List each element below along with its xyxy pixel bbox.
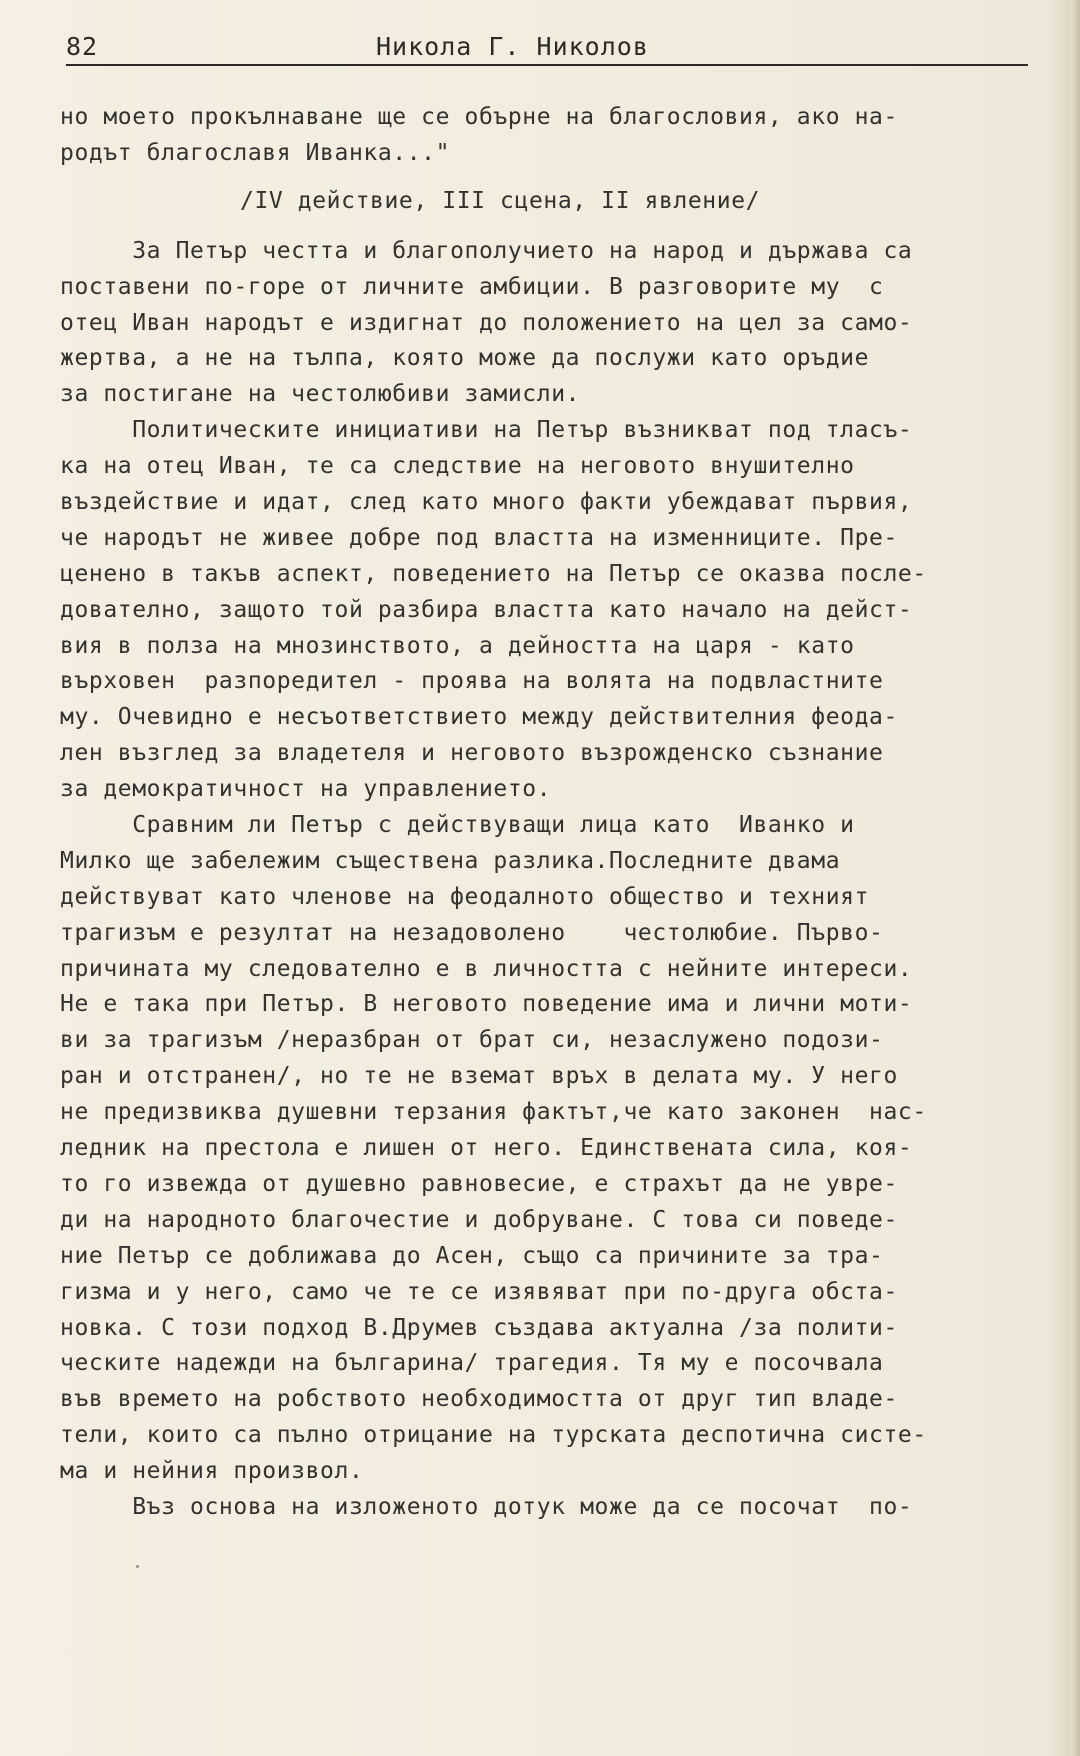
text-line: за демократичност на управлението. <box>60 776 552 803</box>
text-line: Политическите инициативи на Петър възникват под тласъ- <box>60 417 913 444</box>
text-line: дователно, защото той разбира властта като начало на дейст- <box>60 596 913 623</box>
text-line: ран и отстранен/, но те не вземат връх в делата му. У него <box>60 1063 898 1090</box>
page-number: 82 <box>66 32 99 61</box>
text-line: ческите надежди на българина/ трагедия. Тя му е посочвала <box>60 1350 884 1377</box>
text-line: жертва, а не на тълпа, която може да послужи като оръдие <box>60 345 870 372</box>
body-text <box>60 100 1040 1526</box>
text-line: Не е така при Петър. В неговото поведение има и лични моти- <box>60 991 913 1018</box>
text-line: но моето прокълнаване ще се обърне на благословия, ако на- <box>60 104 898 130</box>
text-line: Сравним ли Петър с действуващи лица като Иванко и <box>60 812 855 839</box>
text-line: ценено в такъв аспект, поведението на Петър се оказва после- <box>60 560 927 587</box>
text-line: лен възглед за владетеля и неговото възрожденско съзнание <box>60 740 884 767</box>
text-line: родът благославя Иванка..." <box>60 139 451 166</box>
header-rule <box>66 64 1028 66</box>
text-line: За Петър честта и благополучието на народ и държава са <box>60 237 913 264</box>
text-line: ма и нейния произвол. <box>60 1458 364 1485</box>
text-line: ди на народното благочестие и добруване. С това си поведе- <box>60 1206 898 1233</box>
text-line: трагизъм е резултат на незадоволено честолюбие. Първо- <box>60 919 884 946</box>
text-line: че народът не живее добре под властта на изменниците. Пре- <box>60 524 898 551</box>
text-line: върховен разпоредител - проява на волята на подвластните <box>60 668 884 695</box>
text-line: въздействие и идат, след като много факти убеждават първия, <box>60 489 913 516</box>
text-line: действуват като членове на феодалното общество и техният <box>60 883 870 910</box>
text-line: му. Очевидно е несъответствието между действителния феода- <box>60 704 898 731</box>
text-line: за постигане на честолюбиви замисли. <box>60 381 581 408</box>
act-reference: /IV действие, III сцена, II явление/ <box>240 187 761 214</box>
text-line: вия в полза на мнозинството, а дейността на царя - като <box>60 632 855 659</box>
running-head: Никола Г. Николов <box>376 32 649 61</box>
text-line: във времето на робството необходимостта от друг тип владе- <box>60 1386 898 1413</box>
text-line: ка на отец Иван, те са следствие на неговото внушително <box>60 453 855 480</box>
text-line: гизма и у него, само че те се изявяват при по-друга обста- <box>60 1278 898 1305</box>
text-line: то го извежда от душевно равновесие, е страхът да не увре- <box>60 1170 898 1197</box>
text-line: Милко ще забележим съществена разлика.Последните двама <box>60 847 841 874</box>
text-line: ви за трагизъм /неразбран от брат си, незаслужено подози- <box>60 1027 884 1054</box>
page-edge-shadow <box>1070 0 1080 1756</box>
text-line: тели, които са пълно отрицание на турската деспотична систе- <box>60 1422 927 1449</box>
text-line: отец Иван народът е издигнат до положението на цел за само- <box>60 309 913 336</box>
paper-speck <box>136 1565 139 1568</box>
text-line: Въз основа на изложеното дотук може да се посочат по- <box>60 1493 913 1520</box>
text-line: ледник на престола е лишен от него. Единствената сила, коя- <box>60 1135 913 1162</box>
page-header <box>66 30 1026 66</box>
text-line: новка. С този подход В.Друмев създава актуална /за полити- <box>60 1314 898 1341</box>
text-line: причината му следователно е в личността с нейните интереси. <box>60 955 913 982</box>
text-line: не предизвиква душевни терзания фактът,че като законен нас- <box>60 1099 927 1126</box>
text-line: поставени по-горе от личните амбиции. В разговорите му с <box>60 273 884 300</box>
text-line: ние Петър се доближава до Асен, също са причините за тра- <box>60 1242 884 1269</box>
